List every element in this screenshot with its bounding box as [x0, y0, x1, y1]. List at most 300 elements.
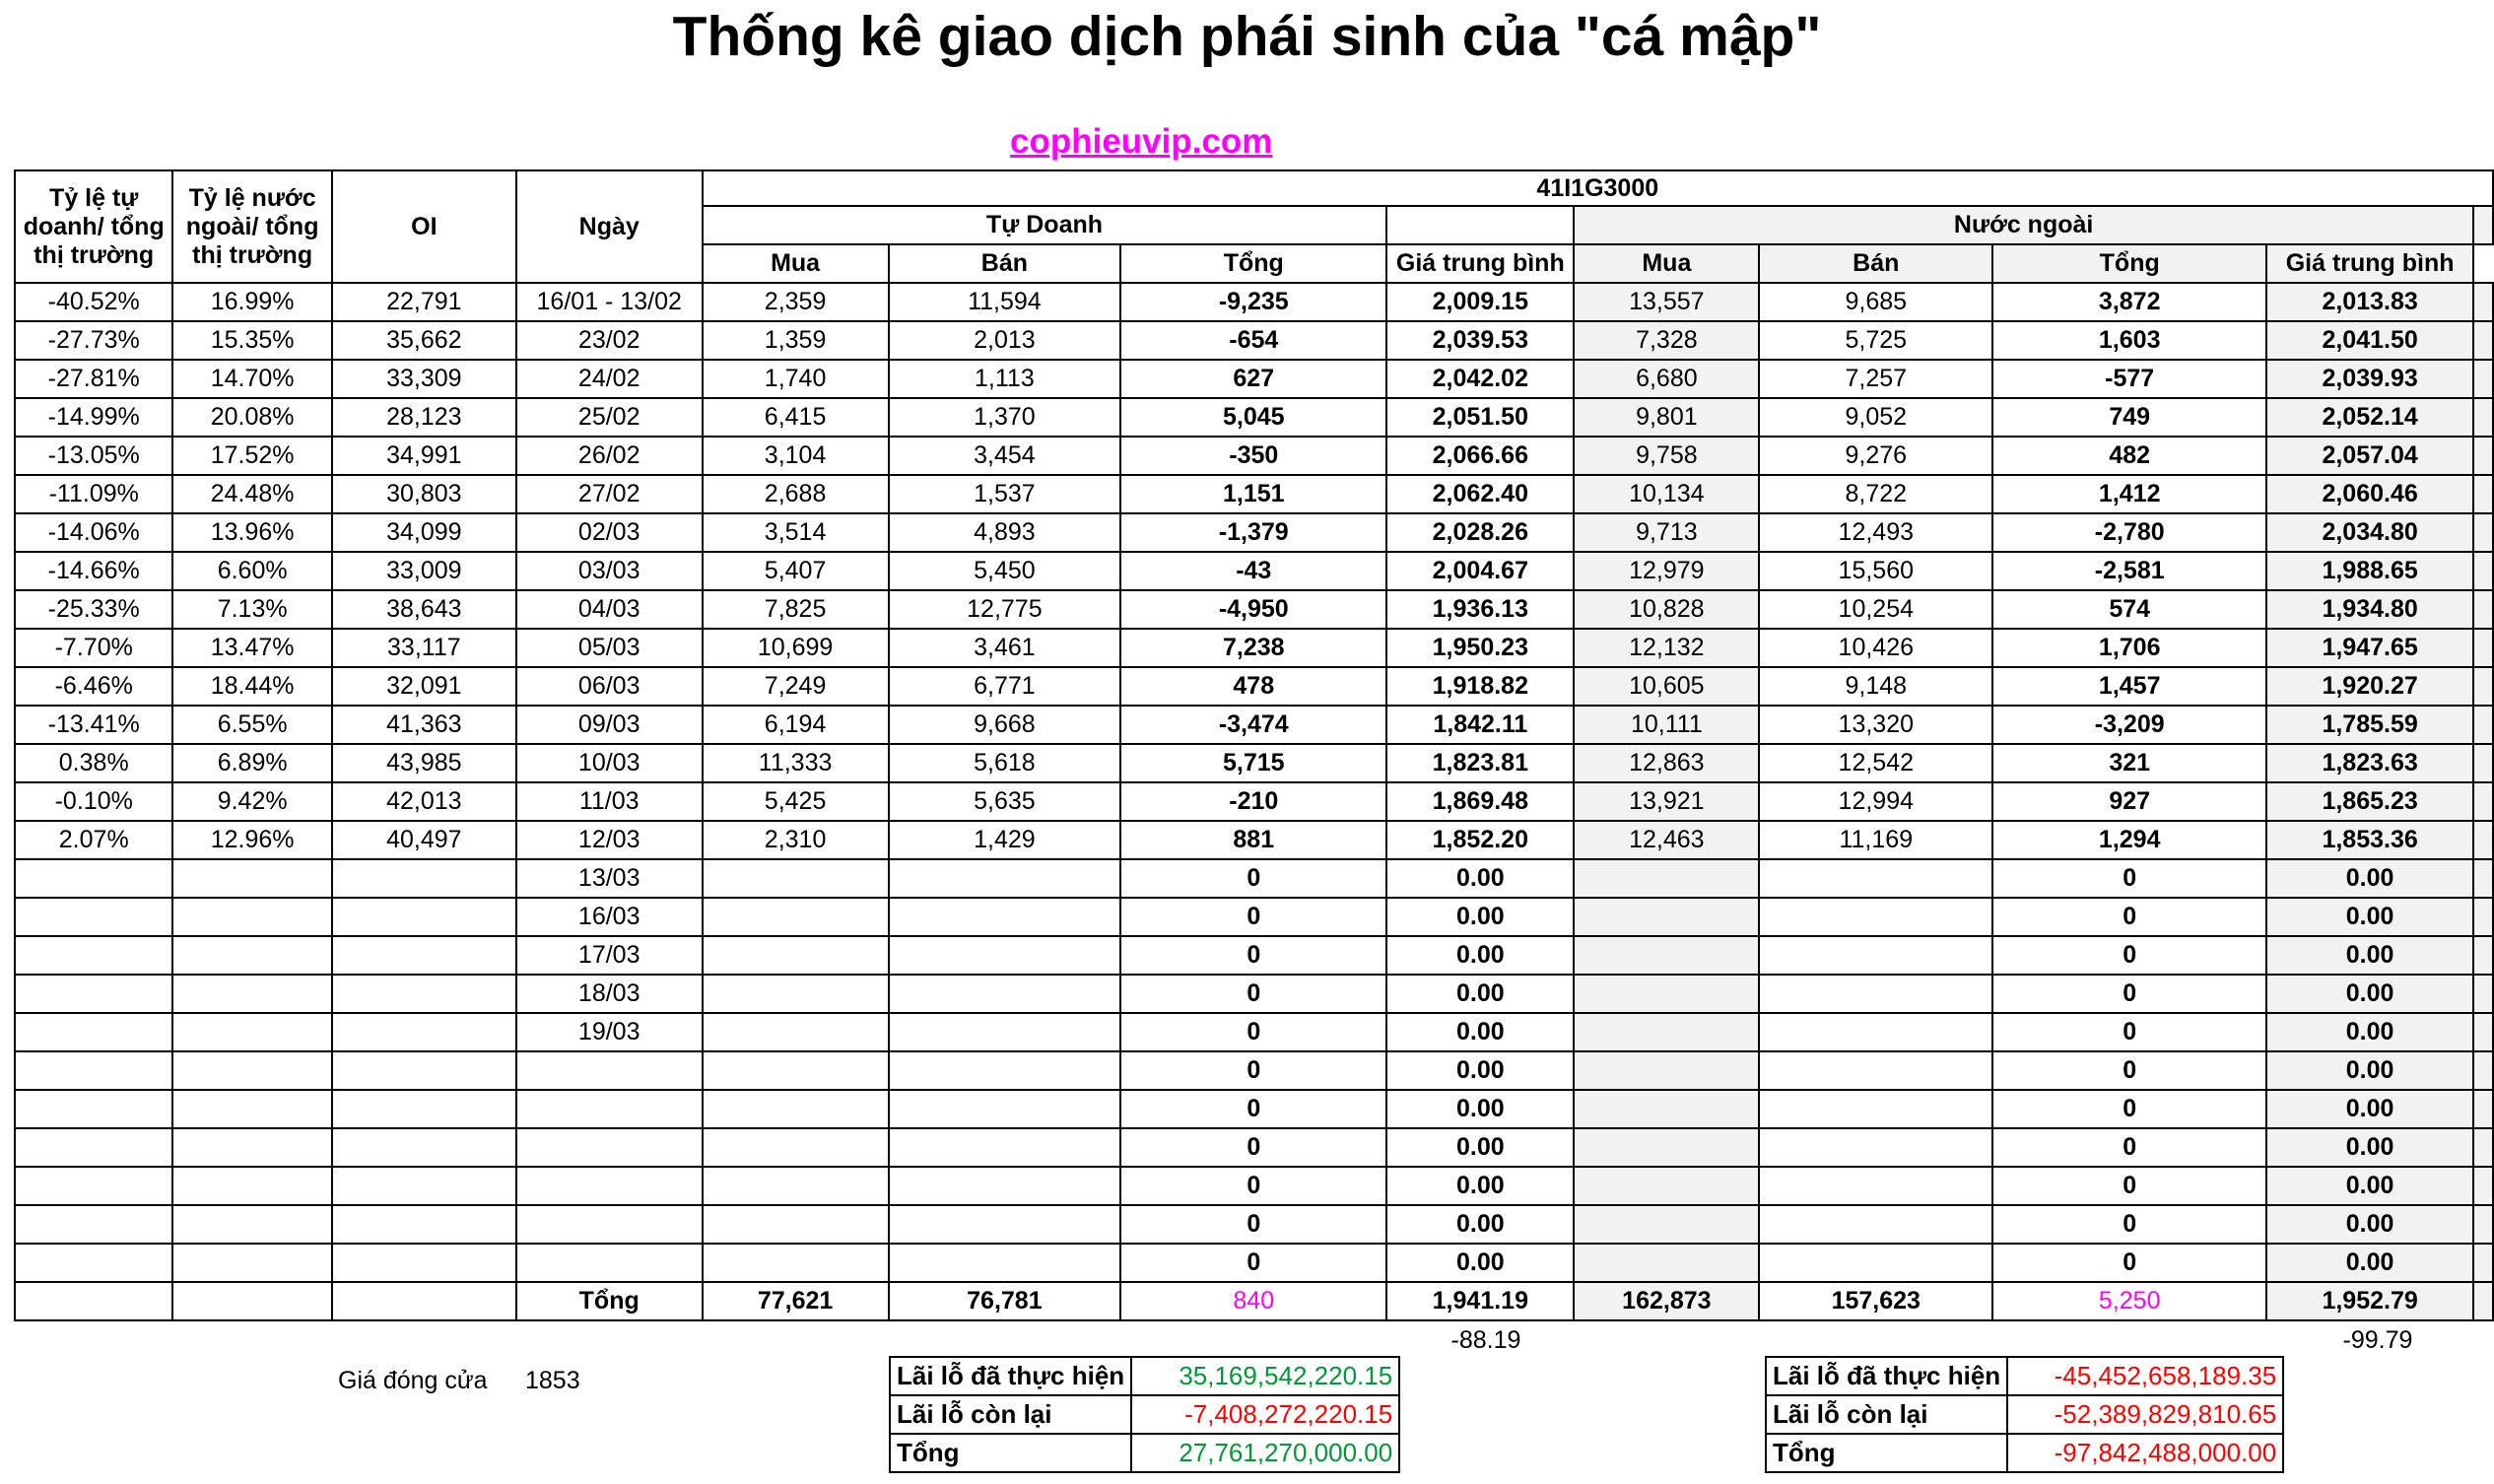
cell-nn-mua: [1574, 898, 1759, 936]
cell-nn-ban: 9,148: [1759, 667, 1992, 706]
header-nn-ban: Bán: [1759, 244, 1992, 283]
cell-nn-mua: 12,979: [1574, 552, 1759, 590]
cell-ratio-td: [15, 859, 172, 898]
cell-ratio-td: [15, 936, 172, 975]
cell-td-tong: 881: [1120, 821, 1386, 859]
cell-date: 25/02: [516, 398, 703, 437]
cell-td-tong: -9,235: [1120, 283, 1386, 321]
cell-nn-mua: 9,801: [1574, 398, 1759, 437]
cell-nn-mua: 9,713: [1574, 513, 1759, 552]
cell-oi: [332, 936, 516, 975]
cell-td-tong: 5,715: [1120, 744, 1386, 782]
cell-nn-gia: 2,052.14: [2266, 398, 2473, 437]
cell-td-mua: 5,425: [703, 782, 889, 821]
cell-oi: 33,309: [332, 360, 516, 398]
cell: [2473, 706, 2493, 744]
cell-ratio-nn: [172, 1051, 331, 1090]
header-td-mua: Mua: [703, 244, 889, 283]
cell-date: [516, 1244, 703, 1282]
cell-nn-tong: 0: [1992, 1013, 2266, 1051]
cell-oi: [332, 1244, 516, 1282]
cell-nn-ban: 9,276: [1759, 437, 1992, 475]
cell-nn-ban: [1759, 1013, 1992, 1051]
cell-td-gia: 0.00: [1386, 1167, 1574, 1205]
cell-nn-gia: 1,947.65: [2266, 629, 2473, 667]
cell-nn-mua: 13,921: [1574, 782, 1759, 821]
cell-td-ban: 1,429: [889, 821, 1121, 859]
cell: [2473, 1051, 2493, 1090]
cell-nn-gia: 0.00: [2266, 1167, 2473, 1205]
cell-td-mua: [703, 1244, 889, 1282]
cell-ratio-td: -7.70%: [15, 629, 172, 667]
cell-nn-ban: [1759, 898, 1992, 936]
cell-nn-tong: 0: [1992, 898, 2266, 936]
cell-ratio-nn: 6.55%: [172, 706, 331, 744]
cell-ratio-nn: 7.13%: [172, 590, 331, 629]
header-td-gia: Giá trung bình: [1386, 244, 1574, 283]
table-row: [15, 1013, 2493, 1051]
cell-nn-mua: 12,132: [1574, 629, 1759, 667]
totals-label: Tổng: [516, 1282, 703, 1320]
cell-nn-gia: 0.00: [2266, 1244, 2473, 1282]
cell-nn-gia: 1,920.27: [2266, 667, 2473, 706]
cell-nn-ban: 9,685: [1759, 283, 1992, 321]
cell-td-gia: 2,066.66: [1386, 437, 1574, 475]
cell-td-mua: 11,333: [703, 744, 889, 782]
cell-date: 11/03: [516, 782, 703, 821]
cell-nn-mua: 12,863: [1574, 744, 1759, 782]
cell-nn-mua: 10,828: [1574, 590, 1759, 629]
cell-ratio-nn: 6.60%: [172, 552, 331, 590]
cell-nn-gia: 2,013.83: [2266, 283, 2473, 321]
cell-date: 19/03: [516, 1013, 703, 1051]
cell-ratio-nn: 18.44%: [172, 667, 331, 706]
header-nn-mua: Mua: [1574, 244, 1759, 283]
cell-td-gia: 2,039.53: [1386, 321, 1574, 360]
header-nuoc-ngoai: Nước ngoài: [1574, 206, 2473, 244]
cell-oi: 32,091: [332, 667, 516, 706]
cell-date: 18/03: [516, 975, 703, 1013]
cell-ratio-td: -14.66%: [15, 552, 172, 590]
cell-nn-gia: 0.00: [2266, 1128, 2473, 1167]
cell-nn-gia: 0.00: [2266, 1013, 2473, 1051]
cell-oi: 41,363: [332, 706, 516, 744]
table-row: [15, 398, 2493, 437]
cell-td-mua: 7,825: [703, 590, 889, 629]
cell-nn-mua: 6,680: [1574, 360, 1759, 398]
cell-ratio-td: [15, 1090, 172, 1128]
cell: [2473, 782, 2493, 821]
cell-td-ban: [889, 1167, 1121, 1205]
cell-oi: 35,662: [332, 321, 516, 360]
cell-td-mua: 3,104: [703, 437, 889, 475]
cell-td-ban: 4,893: [889, 513, 1121, 552]
cell-date: 12/03: [516, 821, 703, 859]
cell-td-ban: 3,454: [889, 437, 1121, 475]
cell-td-tong: 1,151: [1120, 475, 1386, 513]
cell-td-ban: [889, 936, 1121, 975]
cell-td-ban: [889, 1128, 1121, 1167]
cell-td-gia: 2,028.26: [1386, 513, 1574, 552]
cell-nn-mua: [1574, 1205, 1759, 1244]
table-row: [15, 898, 2493, 936]
cell-td-mua: 7,249: [703, 667, 889, 706]
header-ratio-nn: Tỷ lệ nước ngoài/ tổng thị trường: [172, 170, 331, 283]
total-td-ban: 76,781: [889, 1282, 1121, 1320]
cell-td-mua: 10,699: [703, 629, 889, 667]
cell-td-ban: 11,594: [889, 283, 1121, 321]
cell-nn-tong: 0: [1992, 1051, 2266, 1090]
cell-nn-ban: 12,542: [1759, 744, 1992, 782]
cell-oi: [332, 898, 516, 936]
cell-ratio-nn: [172, 898, 331, 936]
cell-td-gia: 1,852.20: [1386, 821, 1574, 859]
cell-nn-gia: 0.00: [2266, 975, 2473, 1013]
cell-td-gia: 2,051.50: [1386, 398, 1574, 437]
pnl-row: [890, 1395, 1399, 1434]
cell-nn-mua: [1574, 1244, 1759, 1282]
header-contract: 41I1G3000: [703, 170, 2493, 206]
cell-nn-gia: 1,823.63: [2266, 744, 2473, 782]
cell-ratio-nn: 6.89%: [172, 744, 331, 782]
cell-oi: [332, 1090, 516, 1128]
cell-td-tong: -1,379: [1120, 513, 1386, 552]
cell-nn-ban: 10,254: [1759, 590, 1992, 629]
cell-td-mua: [703, 859, 889, 898]
cell-ratio-nn: 17.52%: [172, 437, 331, 475]
cell-td-ban: 2,013: [889, 321, 1121, 360]
cell-nn-mua: [1574, 1090, 1759, 1128]
cell-ratio-nn: 24.48%: [172, 475, 331, 513]
cell-nn-gia: 0.00: [2266, 859, 2473, 898]
cell-td-tong: 0: [1120, 859, 1386, 898]
cell-nn-mua: [1574, 1128, 1759, 1167]
cell-oi: [332, 1051, 516, 1090]
cell-oi: 43,985: [332, 744, 516, 782]
cell-td-mua: [703, 975, 889, 1013]
cell-oi: 30,803: [332, 475, 516, 513]
cell-date: 13/03: [516, 859, 703, 898]
cell: [2473, 936, 2493, 975]
cell-td-ban: 1,113: [889, 360, 1121, 398]
cell-td-mua: [703, 1128, 889, 1167]
cell-nn-tong: 1,603: [1992, 321, 2266, 360]
cell-td-gia: 2,004.67: [1386, 552, 1574, 590]
cell-td-ban: 3,461: [889, 629, 1121, 667]
cell: [2473, 975, 2493, 1013]
cell-td-ban: 9,668: [889, 706, 1121, 744]
cell: [2473, 821, 2493, 859]
cell-ratio-td: [15, 1244, 172, 1282]
cell: [2473, 1090, 2493, 1128]
cell-nn-ban: 12,994: [1759, 782, 1992, 821]
cell-oi: 38,643: [332, 590, 516, 629]
cell-nn-tong: 574: [1992, 590, 2266, 629]
cell-td-tong: -210: [1120, 782, 1386, 821]
cell-td-mua: [703, 1167, 889, 1205]
cell-td-mua: 2,359: [703, 283, 889, 321]
cell-nn-tong: 1,294: [1992, 821, 2266, 859]
cell-td-ban: 12,775: [889, 590, 1121, 629]
pnl-row: [1766, 1357, 2283, 1395]
cell-ratio-td: -6.46%: [15, 667, 172, 706]
cell-td-ban: [889, 1090, 1121, 1128]
cell-td-gia: 0.00: [1386, 1051, 1574, 1090]
cell-date: 24/02: [516, 360, 703, 398]
pnl-value: -7,408,272,220.15: [1131, 1395, 1399, 1434]
cell: [2473, 859, 2493, 898]
cell-td-gia: 1,869.48: [1386, 782, 1574, 821]
pnl-value: -45,452,658,189.35: [2007, 1357, 2283, 1395]
total-nn-ban: 157,623: [1759, 1282, 1992, 1320]
cell-td-gia: 0.00: [1386, 936, 1574, 975]
cell-nn-gia: 2,034.80: [2266, 513, 2473, 552]
table-row: [15, 859, 2493, 898]
cell-ratio-nn: 15.35%: [172, 321, 331, 360]
cell-td-gia: 1,842.11: [1386, 706, 1574, 744]
cell-oi: [332, 1128, 516, 1167]
cell-td-ban: [889, 898, 1121, 936]
header-td-ban: Bán: [889, 244, 1121, 283]
cell-ratio-td: -27.81%: [15, 360, 172, 398]
cell-nn-ban: 12,493: [1759, 513, 1992, 552]
cell: [332, 1282, 516, 1320]
cell-date: [516, 1205, 703, 1244]
cell-date: 04/03: [516, 590, 703, 629]
cell-nn-gia: 2,057.04: [2266, 437, 2473, 475]
cell: [2473, 667, 2493, 706]
table-row: [15, 552, 2493, 590]
cell-oi: [332, 975, 516, 1013]
cell-nn-mua: 10,134: [1574, 475, 1759, 513]
cell-nn-ban: [1759, 1244, 1992, 1282]
cell-oi: 42,013: [332, 782, 516, 821]
cell-nn-gia: 1,785.59: [2266, 706, 2473, 744]
cell-td-gia: 2,009.15: [1386, 283, 1574, 321]
cell-oi: 22,791: [332, 283, 516, 321]
header-empty: [1386, 206, 1574, 244]
cell-td-gia: 1,823.81: [1386, 744, 1574, 782]
cell-nn-gia: 2,039.93: [2266, 360, 2473, 398]
cell-td-ban: 1,370: [889, 398, 1121, 437]
table-row: [15, 1205, 2493, 1244]
cell-nn-tong: -577: [1992, 360, 2266, 398]
cell-td-tong: 0: [1120, 1128, 1386, 1167]
cell-date: [516, 1128, 703, 1167]
cell-td-tong: 627: [1120, 360, 1386, 398]
cell-ratio-td: -13.05%: [15, 437, 172, 475]
cell-nn-tong: 1,457: [1992, 667, 2266, 706]
cell-oi: [332, 1167, 516, 1205]
table-row: [15, 475, 2493, 513]
cell-nn-tong: 0: [1992, 1167, 2266, 1205]
total-nn-mua: 162,873: [1574, 1282, 1759, 1320]
cell-td-gia: 1,936.13: [1386, 590, 1574, 629]
cell-ratio-nn: 9.42%: [172, 782, 331, 821]
cell-nn-gia: 1,988.65: [2266, 552, 2473, 590]
cell-ratio-td: -11.09%: [15, 475, 172, 513]
table-row: [15, 437, 2493, 475]
site-link[interactable]: cophieuvip.com: [1010, 122, 1273, 161]
cell-nn-tong: 927: [1992, 782, 2266, 821]
cell-td-gia: 0.00: [1386, 1205, 1574, 1244]
table-row: [15, 1244, 2493, 1282]
cell-td-ban: 1,537: [889, 475, 1121, 513]
pnl-label: Lãi lỗ còn lại: [890, 1395, 1131, 1434]
cell-nn-tong: 0: [1992, 975, 2266, 1013]
cell-nn-mua: 10,605: [1574, 667, 1759, 706]
total-nn-tong: 5,250: [1992, 1282, 2266, 1320]
table-row: [15, 1051, 2493, 1090]
cell-td-tong: 5,045: [1120, 398, 1386, 437]
cell-td-mua: [703, 936, 889, 975]
cell-td-tong: 0: [1120, 1167, 1386, 1205]
header-tu-doanh: Tự Doanh: [703, 206, 1387, 244]
cell: [15, 1282, 172, 1320]
cell-oi: 34,099: [332, 513, 516, 552]
cell-date: [516, 1167, 703, 1205]
table-row: [15, 936, 2493, 975]
table-row: [15, 513, 2493, 552]
cell-date: 09/03: [516, 706, 703, 744]
cell-td-mua: 1,740: [703, 360, 889, 398]
pnl-row: [890, 1357, 1399, 1395]
cell-ratio-td: -40.52%: [15, 283, 172, 321]
cell-ratio-td: [15, 1013, 172, 1051]
cell-td-gia: 1,950.23: [1386, 629, 1574, 667]
pnl-table-nuoc-ngoai: [1765, 1356, 2284, 1473]
table-row: [15, 821, 2493, 859]
cell-ratio-nn: 16.99%: [172, 283, 331, 321]
cell: [2473, 360, 2493, 398]
cell-td-tong: 0: [1120, 975, 1386, 1013]
cell-ratio-td: -0.10%: [15, 782, 172, 821]
cell-td-gia: 2,062.40: [1386, 475, 1574, 513]
cell-nn-ban: 11,169: [1759, 821, 1992, 859]
cell-td-mua: [703, 1051, 889, 1090]
cell: [172, 1282, 331, 1320]
cell-date: 23/02: [516, 321, 703, 360]
table-row: [15, 1167, 2493, 1205]
cell-nn-tong: -3,209: [1992, 706, 2266, 744]
cell-td-tong: 0: [1120, 1090, 1386, 1128]
cell-td-mua: 3,514: [703, 513, 889, 552]
cell-oi: 33,009: [332, 552, 516, 590]
cell-nn-tong: 0: [1992, 936, 2266, 975]
cell-nn-ban: [1759, 975, 1992, 1013]
cell-nn-gia: 0.00: [2266, 1205, 2473, 1244]
cell: [2473, 475, 2493, 513]
header-nn-tong: Tổng: [1992, 244, 2266, 283]
cell-oi: [332, 859, 516, 898]
header-oi: OI: [332, 170, 516, 283]
cell-date: 03/03: [516, 552, 703, 590]
cell-ratio-td: -14.06%: [15, 513, 172, 552]
total-nn-gia: 1,952.79: [2266, 1282, 2473, 1320]
cell-ratio-nn: [172, 975, 331, 1013]
cell-nn-mua: 13,557: [1574, 283, 1759, 321]
table-row: [15, 1090, 2493, 1128]
cell: [2473, 552, 2493, 590]
closing-price-value: 1853: [525, 1367, 580, 1394]
header-td-tong: Tổng: [1120, 244, 1386, 283]
pnl-label: Lãi lỗ còn lại: [1766, 1395, 2007, 1434]
cell-ratio-nn: [172, 1090, 331, 1128]
cell-nn-gia: 0.00: [2266, 1090, 2473, 1128]
cell-td-tong: 0: [1120, 1205, 1386, 1244]
cell-td-ban: [889, 859, 1121, 898]
cell-ratio-td: -14.99%: [15, 398, 172, 437]
pnl-value: -97,842,488,000.00: [2007, 1434, 2283, 1472]
cell: [2473, 744, 2493, 782]
cell-td-ban: 5,635: [889, 782, 1121, 821]
pnl-row: [890, 1434, 1399, 1472]
table-row: [15, 782, 2493, 821]
cell-td-tong: -350: [1120, 437, 1386, 475]
header-date: Ngày: [516, 170, 703, 283]
cell-ratio-td: 0.38%: [15, 744, 172, 782]
cell-nn-ban: [1759, 1090, 1992, 1128]
cell-date: 06/03: [516, 667, 703, 706]
cell-td-tong: 0: [1120, 1244, 1386, 1282]
cell-ratio-td: -27.73%: [15, 321, 172, 360]
cell-td-ban: 6,771: [889, 667, 1121, 706]
cell-nn-gia: 0.00: [2266, 936, 2473, 975]
cell-td-gia: 0.00: [1386, 859, 1574, 898]
cell-ratio-nn: [172, 859, 331, 898]
cell-td-mua: 2,688: [703, 475, 889, 513]
cell-nn-ban: [1759, 936, 1992, 975]
cell-ratio-td: [15, 1167, 172, 1205]
cell-td-mua: 1,359: [703, 321, 889, 360]
cell-nn-gia: 2,041.50: [2266, 321, 2473, 360]
table-row: [15, 283, 2493, 321]
table-row: [15, 590, 2493, 629]
td-price-diff: -88.19: [1450, 1326, 1521, 1354]
nn-price-diff: -99.79: [2342, 1326, 2413, 1354]
cell-ratio-td: 2.07%: [15, 821, 172, 859]
cell: [2473, 898, 2493, 936]
cell-date: 16/03: [516, 898, 703, 936]
cell: [2473, 1013, 2493, 1051]
cell-nn-mua: [1574, 859, 1759, 898]
cell-nn-gia: 2,060.46: [2266, 475, 2473, 513]
cell-td-gia: 0.00: [1386, 1090, 1574, 1128]
table-row: [15, 360, 2493, 398]
header-nn-gia: Giá trung bình: [2266, 244, 2473, 283]
cell-date: [516, 1051, 703, 1090]
cell-nn-ban: 15,560: [1759, 552, 1992, 590]
cell-ratio-nn: [172, 1205, 331, 1244]
cell-nn-mua: [1574, 1051, 1759, 1090]
pnl-row: [1766, 1395, 2283, 1434]
cell-td-mua: 2,310: [703, 821, 889, 859]
cell-td-mua: [703, 898, 889, 936]
cell-nn-tong: 1,412: [1992, 475, 2266, 513]
cell-ratio-td: [15, 975, 172, 1013]
cell: [2473, 283, 2493, 321]
pnl-value: 27,761,270,000.00: [1131, 1434, 1399, 1472]
derivatives-table: [14, 169, 2494, 1321]
cell: [2473, 1167, 2493, 1205]
cell-td-ban: [889, 1013, 1121, 1051]
cell: [2473, 437, 2493, 475]
table-row: [15, 1128, 2493, 1167]
pnl-label: Lãi lỗ đã thực hiện: [1766, 1357, 2007, 1395]
pnl-row: [1766, 1434, 2283, 1472]
cell-date: 05/03: [516, 629, 703, 667]
cell-oi: 28,123: [332, 398, 516, 437]
